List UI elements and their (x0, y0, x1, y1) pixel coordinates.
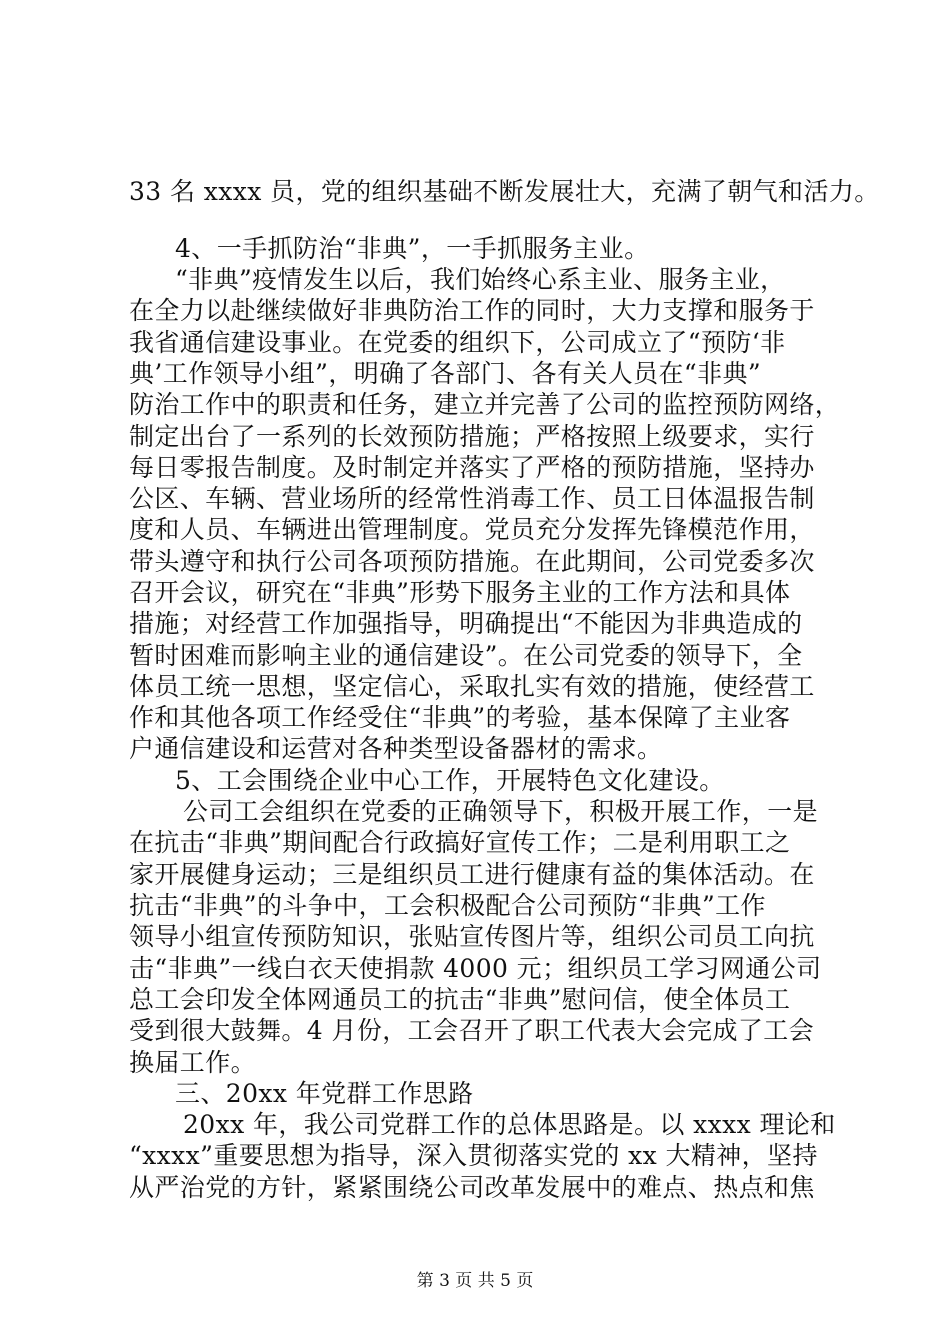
text-line: 带头遵守和执行公司各项预防措施。在此期间，公司党委多次 (129, 547, 815, 576)
text-line: 20xx 年，我公司党群工作的总体思路是。以 xxxx 理论和 (183, 1110, 836, 1139)
text-line: 在抗击“非典”期间配合行政搞好宣传工作；二是利用职工之 (129, 828, 791, 857)
text-line: 作和其他各项工作经受住“非典”的考验，基本保障了主业客 (129, 703, 791, 732)
section-heading: 三、20xx 年党群工作思路 (175, 1079, 474, 1108)
text-line: 总工会印发全体网通员工的抗击“非典”慰问信，使全体员工 (129, 985, 791, 1014)
text-line: 暂时困难而影响主业的通信建设”。在公司党委的领导下，全 (129, 641, 803, 670)
text-line: 抗击“非典”的斗争中，工会积极配合公司预防“非典”工作 (129, 891, 766, 920)
text-line: “xxxx”重要思想为指导，深入贯彻落实党的 xx 大精神，坚持 (129, 1141, 818, 1170)
text-line: 防治工作中的职责和任务，建立并完善了公司的监控预防网络， (129, 390, 841, 419)
text-line: 领导小组宣传预防知识，张贴宣传图片等，组织公司员工向抗 (129, 922, 815, 951)
text-line: 在全力以赴继续做好非典防治工作的同时，大力支撑和服务于 (129, 296, 815, 325)
text-line: 体员工统一思想，坚定信心，采取扎实有效的措施，使经营工 (129, 672, 815, 701)
text-line: 每日零报告制度。及时制定并落实了严格的预防措施，坚持办 (129, 453, 815, 482)
text-line: 制定出台了一系列的长效预防措施；严格按照上级要求，实行 (129, 422, 815, 451)
page-number-footer: 第 3 页 共 5 页 (416, 1271, 534, 1291)
text-line: 公司工会组织在党委的正确领导下，积极开展工作，一是 (183, 797, 819, 826)
section-heading: 4、一手抓防治“非典”，一手抓服务主业。 (175, 234, 650, 263)
section-heading: 5、工会围绕企业中心工作，开展特色文化建设。 (175, 766, 725, 795)
text-line: 典’工作领导小组”，明确了各部门、各有关人员在“非典” (129, 359, 762, 388)
text-line: 召开会议，研究在“非典”形势下服务主业的工作方法和具体 (129, 578, 791, 607)
text-line: “非典”疫情发生以后，我们始终心系主业、服务主业， (175, 265, 786, 294)
text-line: 我省通信建设事业。在党委的组织下，公司成立了“预防‘非 (129, 328, 786, 357)
text-line: 户通信建设和运营对各种类型设备器材的需求。 (129, 734, 663, 763)
text-line: 击“非典”一线白衣天使捐款 4000 元；组织员工学习网通公司 (129, 954, 822, 983)
text-line: 受到很大鼓舞。4 月份，工会召开了职工代表大会完成了工会 (129, 1016, 815, 1045)
text-line: 度和人员、车辆进出管理制度。党员充分发挥先锋模范作用， (129, 515, 815, 544)
text-line: 家开展健身运动；三是组织员工进行健康有益的集体活动。在 (129, 860, 815, 889)
text-line: 公区、车辆、营业场所的经常性消毒工作、员工日体温报告制 (129, 484, 815, 513)
text-line: 换届工作。 (129, 1048, 257, 1077)
text-line: 措施；对经营工作加强指导，明确提出“不能因为非典造成的 (129, 609, 803, 638)
text-line: 33 名 xxxx 员，党的组织基础不断发展壮大，充满了朝气和活力。 (129, 177, 880, 206)
text-line: 从严治党的方针，紧紧围绕公司改革发展中的难点、热点和焦 (129, 1173, 815, 1202)
